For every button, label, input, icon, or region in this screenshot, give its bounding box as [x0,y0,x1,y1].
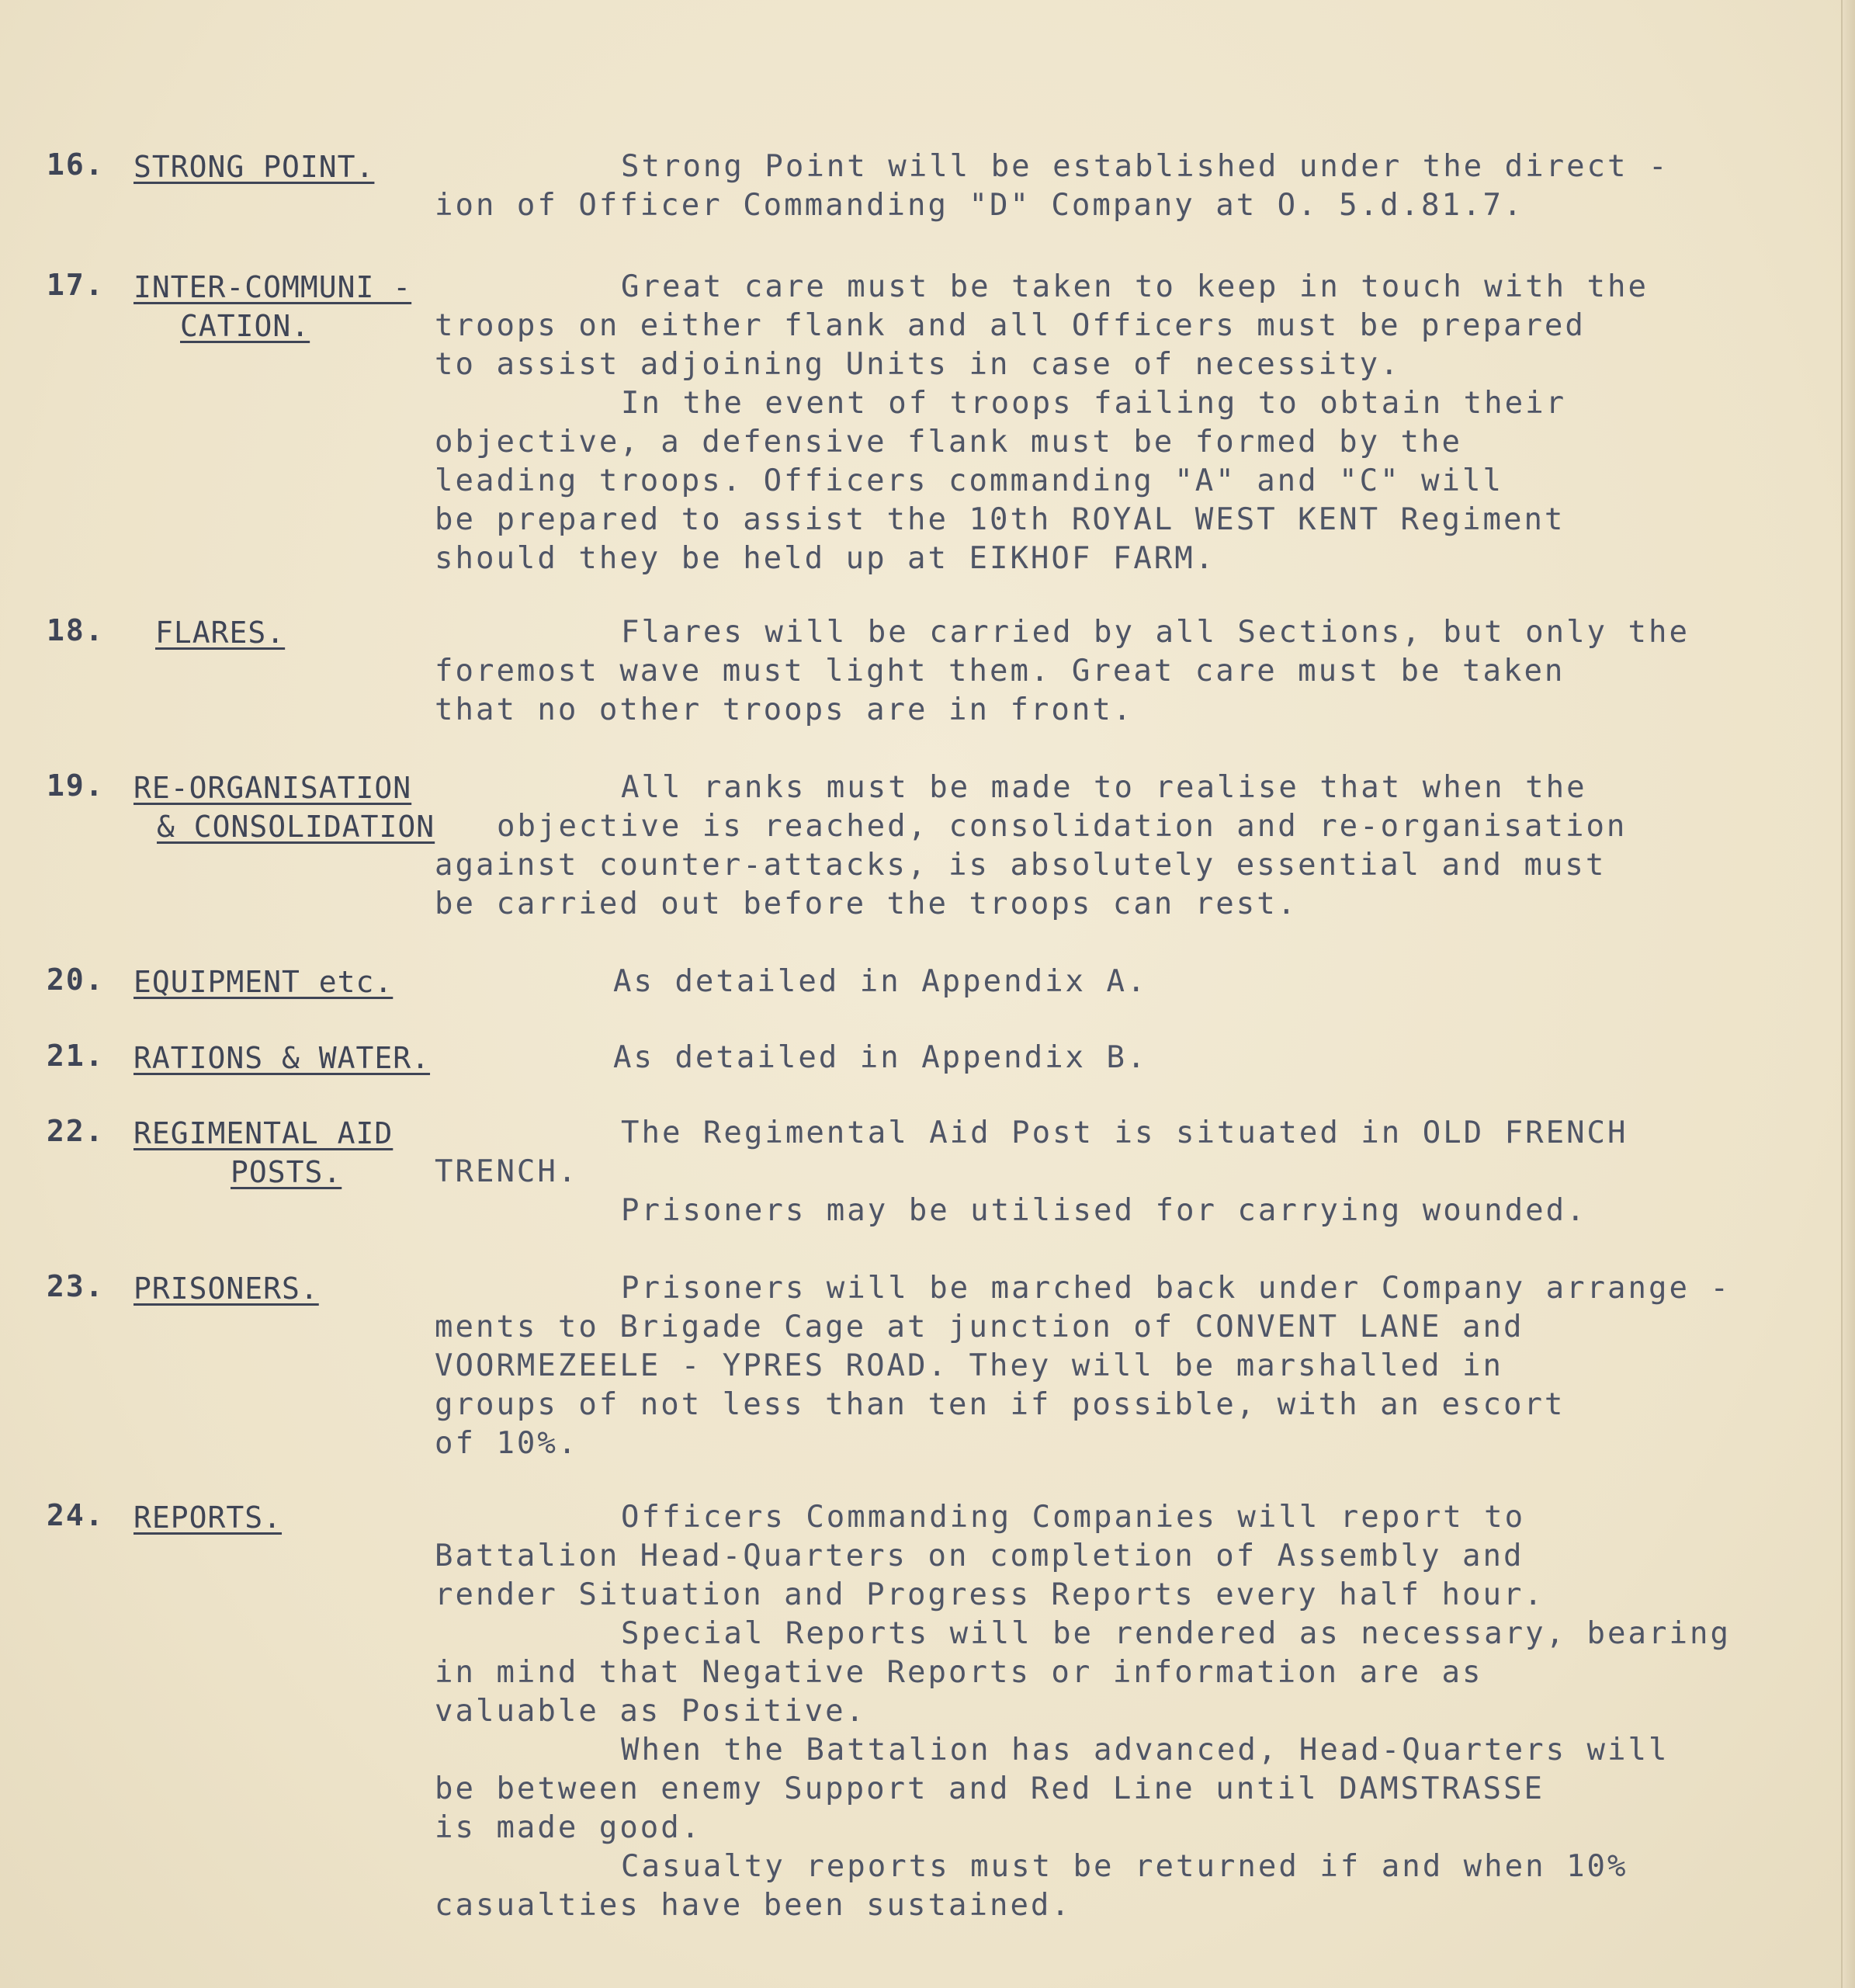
body-line: Great care must be taken to keep in touch with the [621,269,1649,304]
body-line: Prisoners will be marched back under Company arrange - [621,1271,1731,1306]
paragraph-number: 16. [47,147,105,182]
body-line: ion of Officer Commanding "D" Company at O. 5.d.81.7. [435,188,1524,223]
heading-line: RATIONS & WATER. [133,1041,431,1075]
paragraph-number: 23. [47,1269,105,1303]
paragraph-heading [133,768,435,846]
body-line: to assist adjoining Units in case of necessity. [435,347,1401,382]
heading-line: CATION. [180,309,310,343]
heading-line: & CONSOLIDATION [157,810,435,844]
heading-line: REGIMENTAL AID [133,1116,394,1150]
page-edge [1841,0,1855,1988]
body-line: of 10%. [435,1426,579,1461]
body-line: foremost wave must light them. Great care must be taken [435,654,1565,689]
body-line: Strong Point will be established under the direct - [621,149,1670,184]
paragraph-heading [133,147,374,186]
paragraph-body [435,1498,1839,1925]
body-line: valuable as Positive. [435,1694,867,1729]
paragraph-number: 19. [47,768,105,803]
body-line: that no other troops are in front. [435,692,1134,727]
paragraph-body [435,1269,1839,1463]
body-line: troops on either flank and all Officers must be prepared [435,308,1586,343]
body-line: Prisoners may be utilised for carrying wounded. [621,1193,1587,1228]
body-line: should they be held up at EIKHOF FARM. [435,541,1216,576]
body-line: render Situation and Progress Reports every half hour. [435,1577,1545,1612]
paragraph-body [435,1114,1839,1230]
paragraph-heading [133,1039,430,1077]
paragraph-heading [133,268,411,345]
body-line: Battalion Head-Quarters on completion of Assembly and [435,1539,1524,1573]
paragraph-heading [133,963,393,1001]
heading-line: REPORTS. [133,1501,283,1535]
body-line: ments to Brigade Cage at junction of CONVENT LANE and [435,1310,1524,1344]
paragraph-number: 17. [47,268,105,302]
body-line: objective, a defensive flank must be formed by the [435,425,1462,460]
body-line: In the event of troops failing to obtain their [621,386,1567,421]
body-line: casualties have been sustained. [435,1888,1072,1923]
body-line: be between enemy Support and Red Line until DAMSTRASSE [435,1771,1545,1806]
heading-line: EQUIPMENT etc. [133,965,394,999]
paragraph-heading [133,1114,393,1192]
paragraph-body [504,963,1839,1001]
paragraph-body [435,268,1839,578]
heading-line: INTER-COMMUNI - [133,270,412,304]
body-line: VOORMEZEELE - YPRES ROAD. They will be marshalled in [435,1348,1503,1383]
paragraph-number: 18. [47,613,105,647]
heading-line: PRISONERS. [133,1272,319,1306]
body-line: in mind that Negative Reports or information are as [435,1655,1483,1690]
heading-line: POSTS. [231,1155,342,1189]
body-line: As detailed in Appendix B. [613,1040,1148,1075]
body-line: be prepared to assist the 10th ROYAL WEST KENT Regiment [435,502,1565,537]
body-line: When the Battalion has advanced, Head-Quarters will [621,1733,1670,1768]
heading-line: FLARES. [155,616,286,650]
body-line: Flares will be carried by all Sections, but only the [621,615,1690,650]
paragraph-heading [155,613,285,652]
paragraph-body [435,768,1839,924]
paragraph-heading [133,1498,282,1537]
body-line: against counter-attacks, is absolutely essential and must [435,848,1607,883]
body-line: TRENCH. [435,1154,579,1189]
paragraph-body [435,147,1839,225]
paragraph-body [504,1039,1839,1077]
body-line: Officers Commanding Companies will report to [621,1500,1526,1535]
body-line: Casualty reports must be returned if and when 10% [621,1849,1628,1884]
heading-line: STRONG POINT. [133,150,375,184]
paragraph-body [435,613,1839,730]
body-line: As detailed in Appendix A. [613,964,1148,999]
body-line: All ranks must be made to realise that when the [621,770,1587,805]
paragraph-number: 22. [47,1114,105,1148]
heading-line: RE-ORGANISATION [133,771,412,805]
paragraph-heading [133,1269,319,1308]
body-line: The Regimental Aid Post is situated in OLD FRENCH [621,1115,1628,1150]
body-line: objective is reached, consolidation and re-organisation [497,809,1628,844]
paragraph-number: 21. [47,1039,105,1073]
paragraph-number: 20. [47,963,105,997]
body-line: be carried out before the troops can rest. [435,886,1298,921]
body-line: Special Reports will be rendered as necessary, bearing [621,1616,1731,1651]
body-line: leading troops. Officers commanding "A" and "C" will [435,463,1503,498]
body-line: is made good. [435,1810,702,1845]
body-line: groups of not less than ten if possible, with an escort [435,1387,1565,1422]
paragraph-number: 24. [47,1498,105,1532]
